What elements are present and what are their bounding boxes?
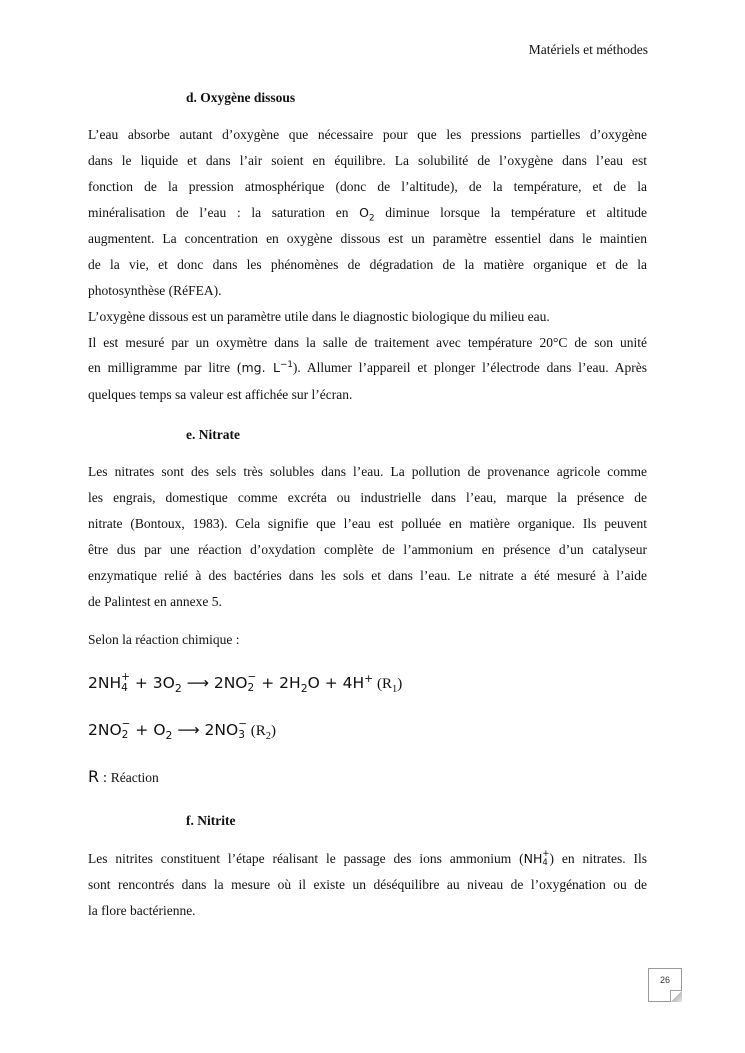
paragraph-line: enzymatique relié à des bactéries dans les sols et dans l’eau. Le nitrate a été mesuré à l’aide: [88, 568, 647, 583]
paragraph-line: sont rencontrés dans la mesure où il existe un déséquilibre au niveau de l’oxygénation ou de: [88, 877, 647, 892]
eq-term: [204, 718, 248, 741]
legend-separator: :: [99, 770, 111, 786]
subscript: 4: [121, 681, 128, 694]
page-number: 26: [659, 975, 670, 985]
paragraph-line: [88, 205, 647, 224]
subscript: 3: [238, 728, 245, 741]
paragraph-line: la flore bactérienne.: [88, 903, 196, 918]
eq-text: 2NO: [204, 721, 239, 740]
text-run: ). Allumer l’appareil et plonger l’électrode dans l’eau. Après: [292, 360, 648, 375]
sup-sub-stack: [248, 672, 257, 693]
legend-text: Réaction: [110, 770, 159, 785]
label-text: ): [397, 676, 403, 693]
sup-sub-stack: [542, 850, 549, 867]
math-unit: [241, 360, 292, 375]
paragraph-line: les engrais, domestique comme excréta ou industrielle dans l’eau, marque la présence de: [88, 490, 647, 505]
eq-text: 2NO: [213, 674, 248, 693]
subscript: 2: [165, 729, 173, 743]
math-symbol: mg. L: [241, 360, 280, 375]
eq-text: 2NH: [88, 674, 122, 693]
legend-symbol: R: [88, 767, 100, 786]
eq-text: 2NO: [88, 721, 122, 740]
math-o2: [359, 205, 375, 224]
paragraph-line: de Palintest en annexe 5.: [88, 594, 222, 609]
math-symbol: O: [359, 205, 369, 220]
section-heading-nitrite: f. Nitrite: [186, 813, 236, 828]
paragraph-line: [88, 851, 647, 868]
paragraph-line: photosynthèse (RéFEA).: [88, 283, 222, 298]
paragraph-line: augmentent. La concentration en oxygène dissous est un paramètre essentiel dans le maintien: [88, 231, 647, 246]
sup-sub-stack: [121, 672, 130, 693]
reaction-intro: Selon la réaction chimique :: [88, 632, 240, 647]
subscript: 2: [121, 728, 129, 741]
equation-r2: [88, 720, 276, 741]
superscript: +: [364, 671, 374, 685]
paragraph-line: L’eau absorbe autant d’oxygène que nécessaire pour que les pressions partielles d’oxygène: [88, 127, 647, 142]
paragraph-line: dans le liquide et dans l’air soient en équilibre. La solubilité de l’oxygène dans l’eau est: [88, 153, 647, 168]
subscript: 2: [265, 731, 272, 743]
equation-r1: [88, 673, 402, 694]
eq-text: + O: [130, 721, 166, 740]
reaction-arrow: ⟶: [181, 674, 214, 693]
superscript: −: [121, 718, 131, 730]
math-symbol: NH: [523, 851, 543, 866]
eq-term: [130, 721, 173, 743]
text-run: ) en nitrates. Ils: [549, 851, 647, 866]
eq-text: + 3O: [129, 674, 175, 693]
superscript: +: [121, 671, 130, 683]
subscript: 2: [247, 681, 255, 694]
paragraph-line: Il est mesuré par un oxymètre dans la salle de traitement avec température 20°C de son unité: [88, 335, 647, 350]
eq-term: [129, 674, 182, 696]
section-heading-nitrate: e. Nitrate: [186, 427, 240, 442]
label-text: (R: [247, 723, 266, 740]
paragraph-line: L’oxygène dissous est un paramètre utile dans le diagnostic biologique du milieu eau.: [88, 309, 550, 324]
paragraph-line: être dus par une réaction d’oxydation complète de l’ammonium en présence d’un catalyseur: [88, 542, 647, 557]
label-text: ): [271, 723, 277, 740]
reaction-legend: [88, 767, 159, 787]
paragraph-line: [88, 360, 647, 376]
label-text: (R: [373, 676, 393, 693]
running-header: Matériels et méthodes: [528, 42, 648, 57]
reaction-label: [373, 676, 403, 696]
text-run: en milligramme par litre (: [88, 360, 242, 375]
eq-term: [213, 671, 257, 694]
reaction-label: [247, 723, 277, 743]
paragraph-line: Les nitrates sont des sels très solubles dans l’eau. La pollution de provenance agricole comme: [88, 464, 647, 479]
text-run: diminue lorsque la température et altitude: [374, 205, 647, 220]
subscript: 4: [542, 857, 548, 868]
eq-term: [256, 674, 308, 696]
eq-term: [88, 718, 131, 741]
eq-term: [307, 671, 374, 693]
paragraph-line: nitrate (Bontoux, 1983). Cela signifie que l’eau est polluée en matière organique. Ils peuvent: [88, 516, 647, 531]
math-nh4: [524, 851, 550, 866]
superscript: −: [247, 671, 257, 683]
superscript: +: [542, 849, 550, 859]
eq-text: O + 4H: [307, 674, 365, 693]
paragraph-line: quelques temps sa valeur est affichée sur l’écran.: [88, 387, 353, 402]
eq-term: [88, 671, 130, 694]
sup-sub-stack: [122, 719, 131, 740]
text-run: minéralisation de l’eau : la saturation en: [88, 205, 360, 220]
section-heading-oxygene: d. Oxygène dissous: [186, 90, 296, 105]
paragraph-line: de la vie, et donc dans les phénomènes de dégradation de la matière organique et de la: [88, 257, 647, 272]
subscript: 2: [174, 682, 182, 696]
sup-sub-stack: [238, 719, 247, 740]
reaction-arrow: ⟶: [172, 721, 205, 740]
superscript: −: [238, 718, 248, 730]
subscript: 1: [392, 684, 398, 696]
paragraph-line: fonction de la pression atmosphérique (donc de l’altitude), de la température, et de la: [88, 179, 647, 194]
eq-text: + 2H: [256, 674, 301, 693]
superscript: −1: [279, 359, 293, 370]
page-curl-icon: [670, 990, 682, 1002]
subscript: 2: [368, 213, 375, 224]
subscript: 2: [300, 682, 308, 696]
text-run: Les nitrites constituent l’étape réalisant le passage des ions ammonium (: [88, 851, 524, 866]
